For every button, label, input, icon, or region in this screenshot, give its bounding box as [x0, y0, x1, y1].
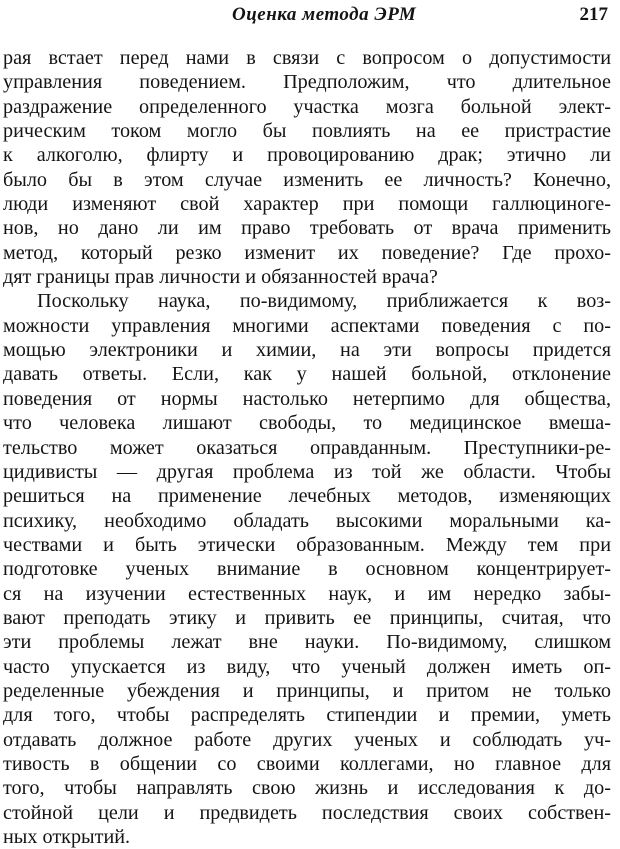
paragraph-first-line: Поскольку наука, по-видимому, приближается к воз-: [37, 290, 611, 313]
text-line: цидивисты — другая проблема из той же области. Чтобы: [3, 460, 611, 483]
text-line: тивость в общении со своими коллегами, но главное для: [3, 752, 611, 775]
text-line: рая встает перед нами в связи с вопросом о допустимости: [3, 47, 611, 69]
text-line: можности управления многими аспектами поведения с по-: [3, 314, 611, 337]
text-line: подготовке ученых внимание в основном концентрирует-: [3, 558, 611, 581]
text-line: что человека лишают свободы, то медицинское вмеша-: [3, 412, 611, 435]
text-line: ределенные убеждения и принципы, и притом не только: [3, 679, 611, 702]
text-line: эти проблемы лежат вне науки. По-видимому, слишком: [3, 631, 611, 654]
text-line: рическим током могло бы повлиять на ее пристрастие: [3, 120, 611, 143]
body-text: [3, 46, 611, 849]
text-line: решиться на применение лечебных методов, изменяющих: [3, 485, 611, 508]
paragraph-last-line: ных открытий.: [3, 826, 131, 848]
text-line: управления поведением. Предположим, что длительное: [3, 71, 611, 94]
paragraph-last-line: дят границы прав личности и обязанностей врача?: [3, 266, 438, 289]
text-line: чествами и быть этически образованным. Между тем при: [3, 533, 611, 556]
text-line: часто упускается из виду, что ученый должен иметь оп-: [3, 655, 611, 678]
text-line: тельство может оказаться оправданным. Преступники-ре-: [3, 436, 611, 459]
text-line: ся на изучении естественных наук, и им нередко забы-: [3, 582, 611, 605]
text-line: было бы в этом случае изменить ее личность? Конечно,: [3, 168, 611, 191]
text-line: мощью электроники и химии, на эти вопросы придется: [3, 339, 611, 362]
text-line: психику, необходимо обладать высокими моральными ка-: [3, 509, 611, 532]
text-line: того, чтобы направлять свою жизнь и исследования к до-: [3, 777, 611, 800]
text-line: для того, чтобы распределять стипендии и премии, уметь: [3, 704, 611, 727]
text-line: раздражение определенного участка мозга больной элект-: [3, 95, 611, 118]
text-line: нов, но дано ли им право требовать от врача применить: [3, 217, 611, 240]
text-line: к алкоголю, флирту и провоцированию драк; этично ли: [3, 144, 611, 167]
text-line: люди изменяют свой характер при помощи галлюциноге-: [3, 193, 611, 216]
page-number: 217: [579, 4, 608, 25]
text-line: метод, который резко изменит их поведение? Где прохо-: [3, 241, 611, 264]
page-header: [0, 4, 612, 34]
text-line: вают преподать этику и привить ее принципы, считая, что: [3, 606, 611, 629]
text-line: поведения от нормы настолько нетерпимо для общества,: [3, 387, 611, 410]
text-line: давать ответы. Если, как у нашей больной, отклонение: [3, 363, 611, 386]
text-line: отдавать должное работе других ученых и соблюдать уч-: [3, 728, 611, 751]
text-line: стойной цели и предвидеть последствия своих собствен-: [3, 801, 611, 824]
running-head: Оценка метода ЭРМ: [232, 4, 417, 25]
